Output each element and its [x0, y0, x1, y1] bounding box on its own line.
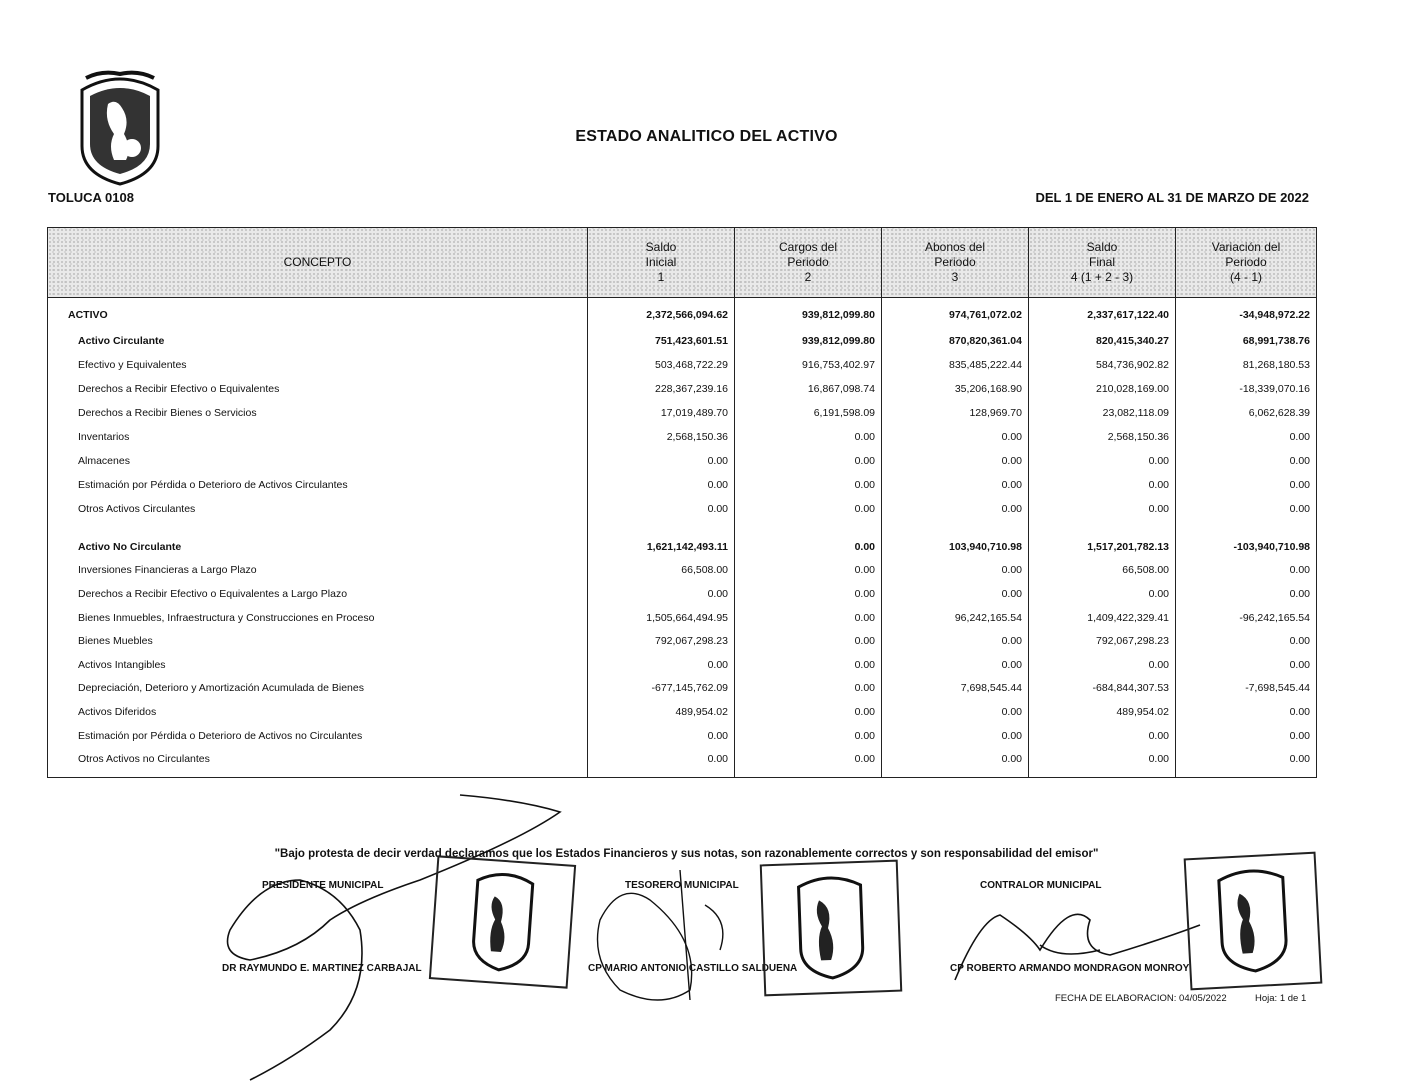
page-indicator: Hoja: 1 de 1	[1255, 993, 1307, 1004]
official-stamp-comptroller	[1184, 852, 1323, 991]
row-value: 489,954.02	[1116, 706, 1169, 718]
row-value: 0.00	[1001, 659, 1022, 671]
row-value: 0.00	[1001, 503, 1022, 515]
row-value: 974,761,072.02	[949, 309, 1022, 321]
document-title: ESTADO ANALITICO DEL ACTIVO	[575, 128, 838, 145]
row-value: 835,485,222.44	[949, 359, 1022, 371]
row-value: 0.00	[707, 479, 728, 491]
header-text: 1	[657, 270, 665, 284]
row-value: 0.00	[1289, 564, 1310, 576]
row-value: 0.00	[854, 753, 875, 765]
row-value: 1,517,201,782.13	[1087, 541, 1169, 553]
row-value: 792,067,298.23	[1096, 635, 1169, 647]
row-concept: Inventarios	[78, 431, 130, 443]
row-value: 0.00	[854, 730, 875, 742]
row-concept: Derechos a Recibir Bienes o Servicios	[78, 407, 257, 419]
row-value: 0.00	[1001, 753, 1022, 765]
row-value: 939,812,099.80	[802, 335, 875, 347]
row-value: 228,367,239.16	[655, 383, 728, 395]
row-value: -103,940,710.98	[1233, 541, 1310, 553]
row-value: 0.00	[854, 682, 875, 694]
row-value: 0.00	[1289, 635, 1310, 647]
row-value: 0.00	[1148, 753, 1169, 765]
row-concept: Activos Intangibles	[78, 659, 166, 671]
row-value: 66,508.00	[681, 564, 728, 576]
row-value: 128,969.70	[969, 407, 1022, 419]
row-value: -34,948,972.22	[1239, 309, 1310, 321]
row-concept: Almacenes	[78, 455, 130, 467]
row-concept: Estimación por Pérdida o Deterioro de Activos no Circulantes	[78, 730, 363, 742]
row-concept: Estimación por Pérdida o Deterioro de Activos Circulantes	[78, 479, 348, 491]
signature-name-comptroller: CP ROBERTO ARMANDO MONDRAGON MONROY	[950, 963, 1190, 974]
row-concept: Bienes Inmuebles, Infraestructura y Construcciones en Proceso	[78, 612, 375, 624]
row-value: 584,736,902.82	[1096, 359, 1169, 371]
header-text: Abonos del	[924, 240, 986, 254]
row-value: 6,062,628.39	[1248, 407, 1310, 419]
row-value: 0.00	[1289, 503, 1310, 515]
row-value: 0.00	[1148, 503, 1169, 515]
row-concept: Activo Circulante	[78, 335, 165, 347]
row-value: 0.00	[854, 503, 875, 515]
row-value: 0.00	[707, 503, 728, 515]
row-value: 6,191,598.09	[813, 407, 875, 419]
row-value: 0.00	[854, 612, 875, 624]
row-value: 0.00	[1289, 479, 1310, 491]
header-text: Saldo	[645, 240, 677, 254]
signature-name-treasurer: CP MARIO ANTONIO CASTILLO SALDUENA	[588, 963, 798, 974]
entity-label: TOLUCA 0108	[48, 190, 134, 205]
signature-role-president: PRESIDENTE MUNICIPAL	[262, 880, 384, 891]
period-label: DEL 1 DE ENERO AL 31 DE MARZO DE 2022	[1035, 190, 1309, 205]
row-value: 2,337,617,122.40	[1087, 309, 1169, 321]
row-value: 0.00	[1148, 479, 1169, 491]
row-value: 916,753,402.97	[802, 359, 875, 371]
header-text: Cargos del	[778, 240, 838, 254]
row-value: 16,867,098.74	[807, 383, 875, 395]
row-value: 1,621,142,493.11	[646, 541, 728, 553]
row-value: 0.00	[1001, 564, 1022, 576]
header-text: (4 - 1)	[1229, 270, 1262, 284]
row-value: 0.00	[1148, 730, 1169, 742]
row-value: -18,339,070.16	[1239, 383, 1310, 395]
row-value: 81,268,180.53	[1242, 359, 1310, 371]
header-text: Periodo	[934, 255, 976, 269]
row-value: 0.00	[854, 479, 875, 491]
row-value: 0.00	[1289, 753, 1310, 765]
row-concept: Activos Diferidos	[78, 706, 157, 718]
row-value: 0.00	[1289, 706, 1310, 718]
row-value: 751,423,601.51	[655, 335, 728, 347]
row-value: 1,409,422,329.41	[1087, 612, 1169, 624]
row-value: 2,372,566,094.62	[646, 309, 728, 321]
row-value: 0.00	[854, 706, 875, 718]
row-value: 68,991,738.76	[1242, 335, 1310, 347]
row-concept: Inversiones Financieras a Largo Plazo	[78, 564, 257, 576]
row-value: 0.00	[854, 564, 875, 576]
row-concept: ACTIVO	[68, 309, 108, 321]
row-concept: Activo No Circulante	[78, 541, 182, 553]
row-value: 0.00	[854, 431, 875, 443]
row-value: 0.00	[1001, 455, 1022, 467]
row-value: 0.00	[1148, 659, 1169, 671]
row-value: 870,820,361.04	[949, 335, 1022, 347]
row-value: 7,698,545.44	[960, 682, 1022, 694]
row-value: 0.00	[854, 635, 875, 647]
row-value: 17,019,489.70	[660, 407, 728, 419]
row-value: 0.00	[854, 541, 875, 553]
row-value: 0.00	[707, 730, 728, 742]
row-value: 0.00	[1148, 588, 1169, 600]
row-value: -677,145,762.09	[651, 682, 728, 694]
signature-role-treasurer: TESORERO MUNICIPAL	[625, 880, 739, 891]
row-value: 0.00	[1148, 455, 1169, 467]
row-value: 35,206,168.90	[954, 383, 1022, 395]
signature-role-comptroller: CONTRALOR MUNICIPAL	[980, 880, 1102, 891]
row-value: 0.00	[1289, 431, 1310, 443]
row-value: 939,812,099.80	[802, 309, 875, 321]
header-text: Variación del	[1211, 240, 1281, 254]
row-value: 0.00	[1289, 659, 1310, 671]
row-value: 503,468,722.29	[655, 359, 728, 371]
row-concept: Otros Activos Circulantes	[78, 503, 196, 515]
row-value: -7,698,545.44	[1245, 682, 1310, 694]
row-value: 0.00	[707, 659, 728, 671]
row-value: 0.00	[707, 753, 728, 765]
row-value: 103,940,710.98	[949, 541, 1022, 553]
header-text: 4 (1 + 2 - 3)	[1070, 270, 1134, 284]
row-value: 489,954.02	[675, 706, 728, 718]
row-value: 0.00	[1001, 635, 1022, 647]
row-value: 0.00	[1001, 431, 1022, 443]
header-text: Inicial	[645, 255, 677, 269]
row-value: 0.00	[854, 659, 875, 671]
row-value: 0.00	[1289, 455, 1310, 467]
row-value: 2,568,150.36	[1107, 431, 1169, 443]
row-value: 820,415,340.27	[1096, 335, 1169, 347]
declaration-text: "Bajo protesta de decir verdad declaramos que los Estados Financieros y sus notas, son razonablemente correctos y son responsabilidad del emisor"	[274, 848, 1099, 860]
header-text: 3	[951, 270, 959, 284]
row-value: 66,508.00	[1122, 564, 1169, 576]
elaboration-date: FECHA DE ELABORACION: 04/05/2022	[1055, 993, 1227, 1004]
official-stamp-treasurer	[760, 860, 903, 997]
official-stamp-president	[429, 855, 576, 988]
header-text: Final	[1088, 255, 1115, 269]
row-concept: Efectivo y Equivalentes	[78, 359, 187, 371]
row-concept: Derechos a Recibir Efectivo o Equivalentes	[78, 383, 280, 395]
header-text: Periodo	[1225, 255, 1267, 269]
row-value: 0.00	[707, 455, 728, 467]
row-value: -684,844,307.53	[1092, 682, 1169, 694]
row-value: 0.00	[1289, 730, 1310, 742]
row-concept: Bienes Muebles	[78, 635, 153, 647]
row-value: 2,568,150.36	[666, 431, 728, 443]
row-value: 1,505,664,494.95	[646, 612, 728, 624]
signature-name-president: DR RAYMUNDO E. MARTINEZ CARBAJAL	[222, 963, 422, 974]
row-value: 23,082,118.09	[1102, 407, 1169, 419]
row-value: 792,067,298.23	[655, 635, 728, 647]
header-text: 2	[804, 270, 812, 284]
row-value: 0.00	[1289, 588, 1310, 600]
row-value: 0.00	[1001, 730, 1022, 742]
row-concept: Derechos a Recibir Efectivo o Equivalentes a Largo Plazo	[78, 588, 348, 600]
row-value: 0.00	[1001, 479, 1022, 491]
row-value: 0.00	[1001, 706, 1022, 718]
row-value: 0.00	[854, 588, 875, 600]
row-value: 0.00	[1001, 588, 1022, 600]
header-text: Periodo	[787, 255, 829, 269]
row-value: 96,242,165.54	[954, 612, 1022, 624]
header-text: Saldo	[1086, 240, 1118, 254]
row-concept: Otros Activos no Circulantes	[78, 753, 210, 765]
header-text: CONCEPTO	[283, 255, 352, 269]
row-value: 210,028,169.00	[1096, 383, 1169, 395]
row-concept: Depreciación, Deterioro y Amortización Acumulada de Bienes	[78, 682, 364, 694]
row-value: 0.00	[707, 588, 728, 600]
row-value: 0.00	[854, 455, 875, 467]
row-value: -96,242,165.54	[1239, 612, 1310, 624]
